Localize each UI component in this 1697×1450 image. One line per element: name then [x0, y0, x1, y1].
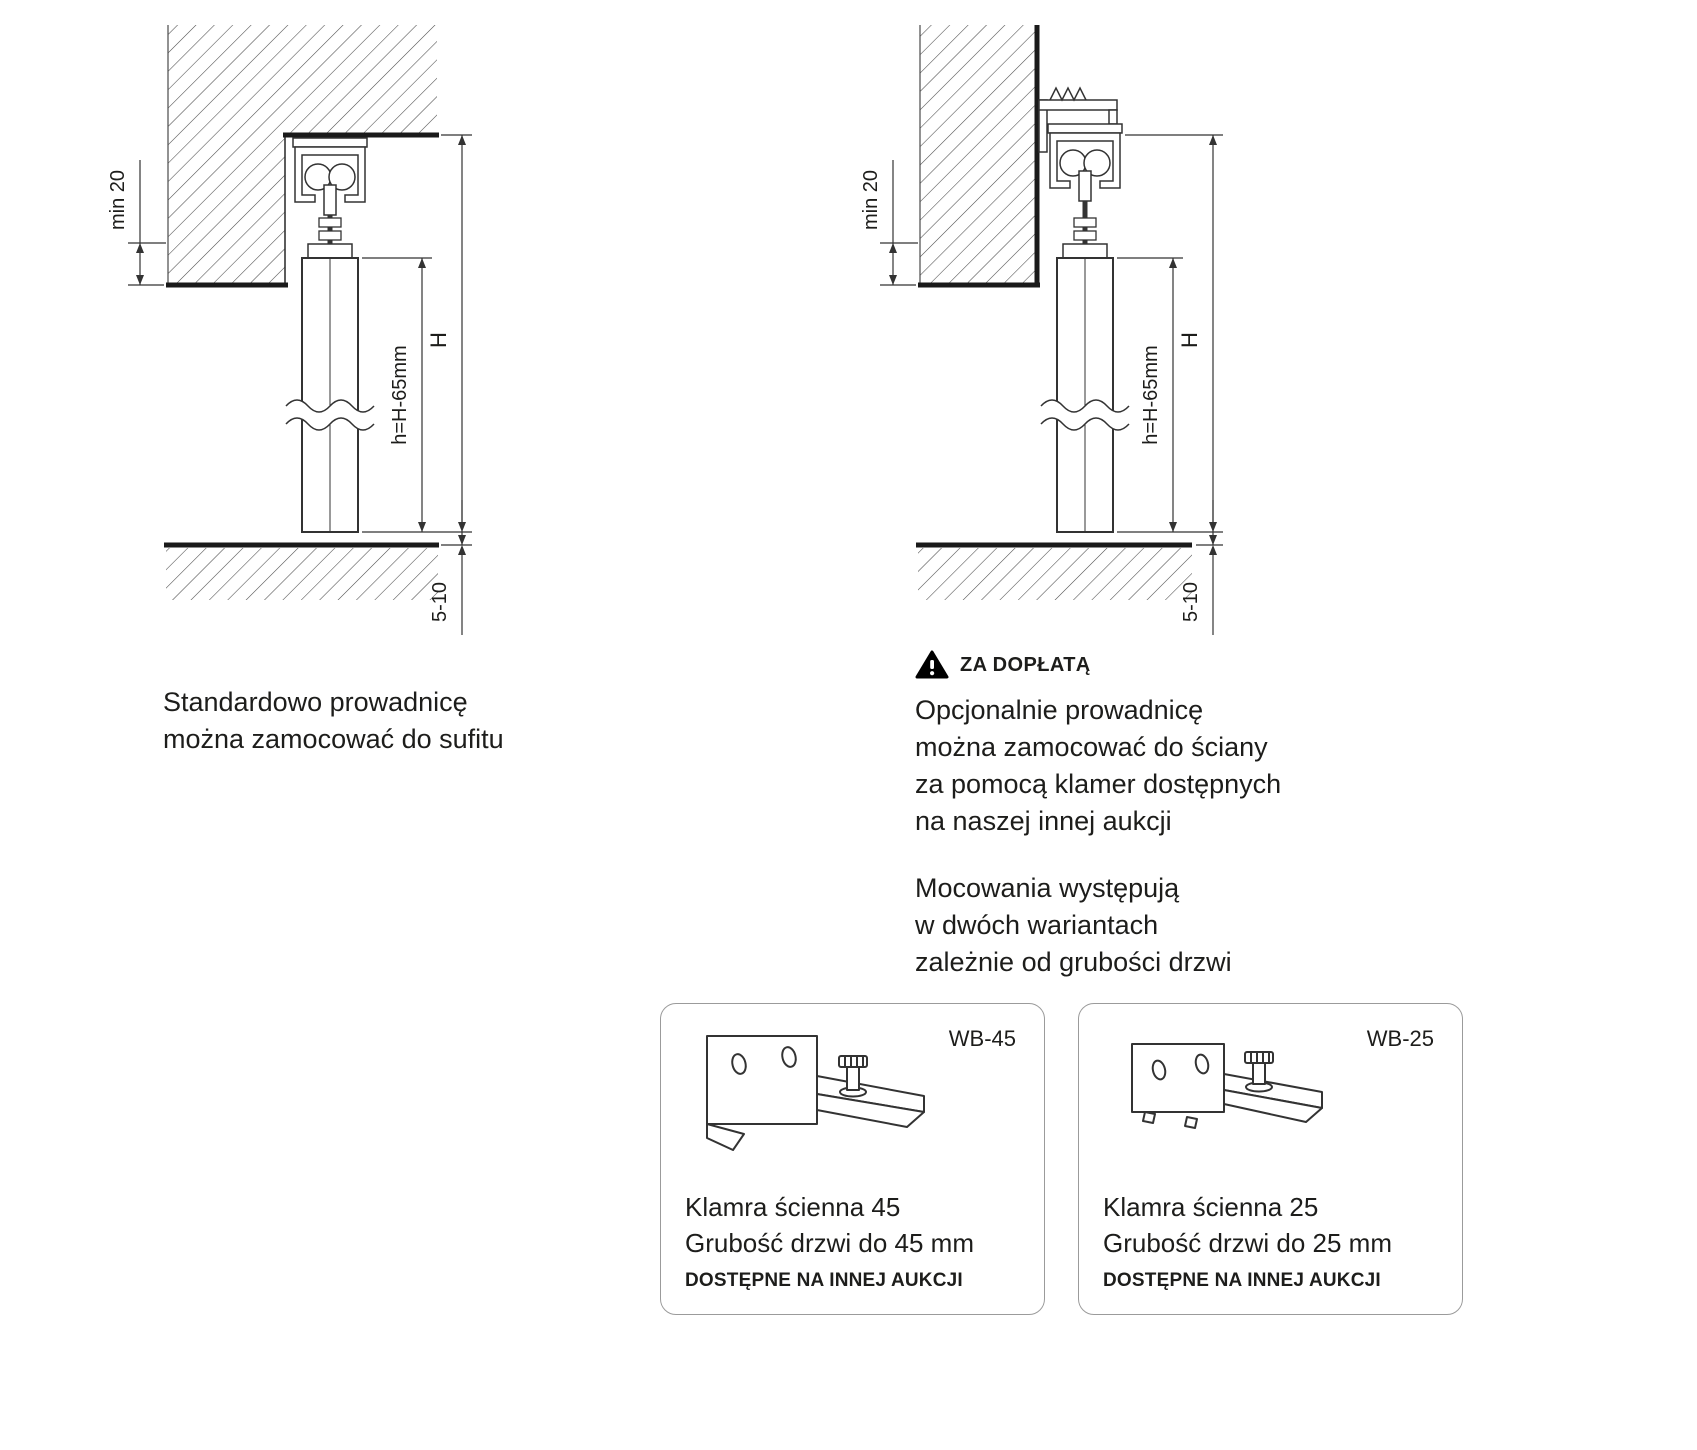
surcharge-label: ZA DOPŁATĄ: [960, 653, 1091, 676]
paragraph-line: Mocowania występują: [915, 873, 1180, 903]
paragraph-line: Opcjonalnie prowadnicę: [915, 695, 1204, 725]
track-roller-assembly: [1048, 124, 1122, 258]
paragraph-line: za pomocą klamer dostępnych: [915, 769, 1282, 799]
dimension-label-H: H: [1177, 332, 1202, 348]
surcharge-warning: [915, 650, 1345, 680]
caption-ceiling-mount: [163, 684, 504, 758]
bracket-availability-note: DOSTĘPNE NA INNEJ AUKCJI: [1103, 1270, 1381, 1291]
caption-line: Standardowo prowadnicę: [163, 687, 468, 717]
door-panel: [286, 258, 374, 532]
dimension-label-gap: 5-10: [429, 581, 451, 623]
wb-25-bracket-icon: [1107, 1024, 1357, 1174]
dimension-label-h: h=H-65mm: [1140, 345, 1162, 445]
dimension-label-H: H: [426, 332, 451, 348]
wall-section-hatch: [918, 25, 1040, 285]
paragraph-line: zależnie od grubości drzwi: [915, 947, 1232, 977]
bracket-subtitle: Grubość drzwi do 45 mm: [685, 1228, 974, 1258]
floor-section-hatch: [916, 545, 1192, 600]
product-code: WB-25: [1366, 1026, 1434, 1051]
dimension-H: [1125, 135, 1223, 545]
product-code: WB-45: [948, 1026, 1016, 1051]
wall-mount-text-block: [915, 650, 1345, 981]
bracket-card-wb45: [660, 1003, 1045, 1315]
diagram-ceiling-mount: [107, 25, 472, 635]
dimension-min20: [107, 160, 166, 285]
dimension-H: [426, 135, 472, 545]
paragraph-line: na naszej innej aukcji: [915, 806, 1172, 836]
diagram-wall-mount: [860, 25, 1223, 635]
dimension-label-gap: 5-10: [1180, 581, 1202, 623]
warning-triangle-icon: [915, 650, 949, 680]
bracket-card-wb25: [1078, 1003, 1463, 1315]
wall-mount-paragraph: [915, 692, 1345, 840]
bracket-availability-note: DOSTĘPNE NA INNEJ AUKCJI: [685, 1270, 963, 1291]
dimension-label-h: h=H-65mm: [389, 345, 411, 445]
dimension-h: [1117, 258, 1223, 532]
variants-paragraph: [915, 870, 1345, 981]
bracket-title: Klamra ścienna 45: [685, 1192, 901, 1222]
dimension-h: [362, 258, 472, 532]
paragraph-line: można zamocować do ściany: [915, 732, 1268, 762]
floor-section-hatch: [164, 545, 439, 600]
wb-45-bracket-icon: [689, 1024, 939, 1174]
track-roller-assembly: [293, 138, 367, 258]
bracket-title: Klamra ścienna 25: [1103, 1192, 1319, 1222]
door-panel: [1041, 258, 1129, 532]
dimension-label-min20: min 20: [860, 169, 882, 231]
caption-line: można zamocować do sufitu: [163, 724, 504, 754]
dimension-label-min20: min 20: [107, 169, 129, 231]
dimension-min20: [860, 160, 918, 285]
paragraph-line: w dwóch wariantach: [915, 910, 1159, 940]
bracket-subtitle: Grubość drzwi do 25 mm: [1103, 1228, 1392, 1258]
